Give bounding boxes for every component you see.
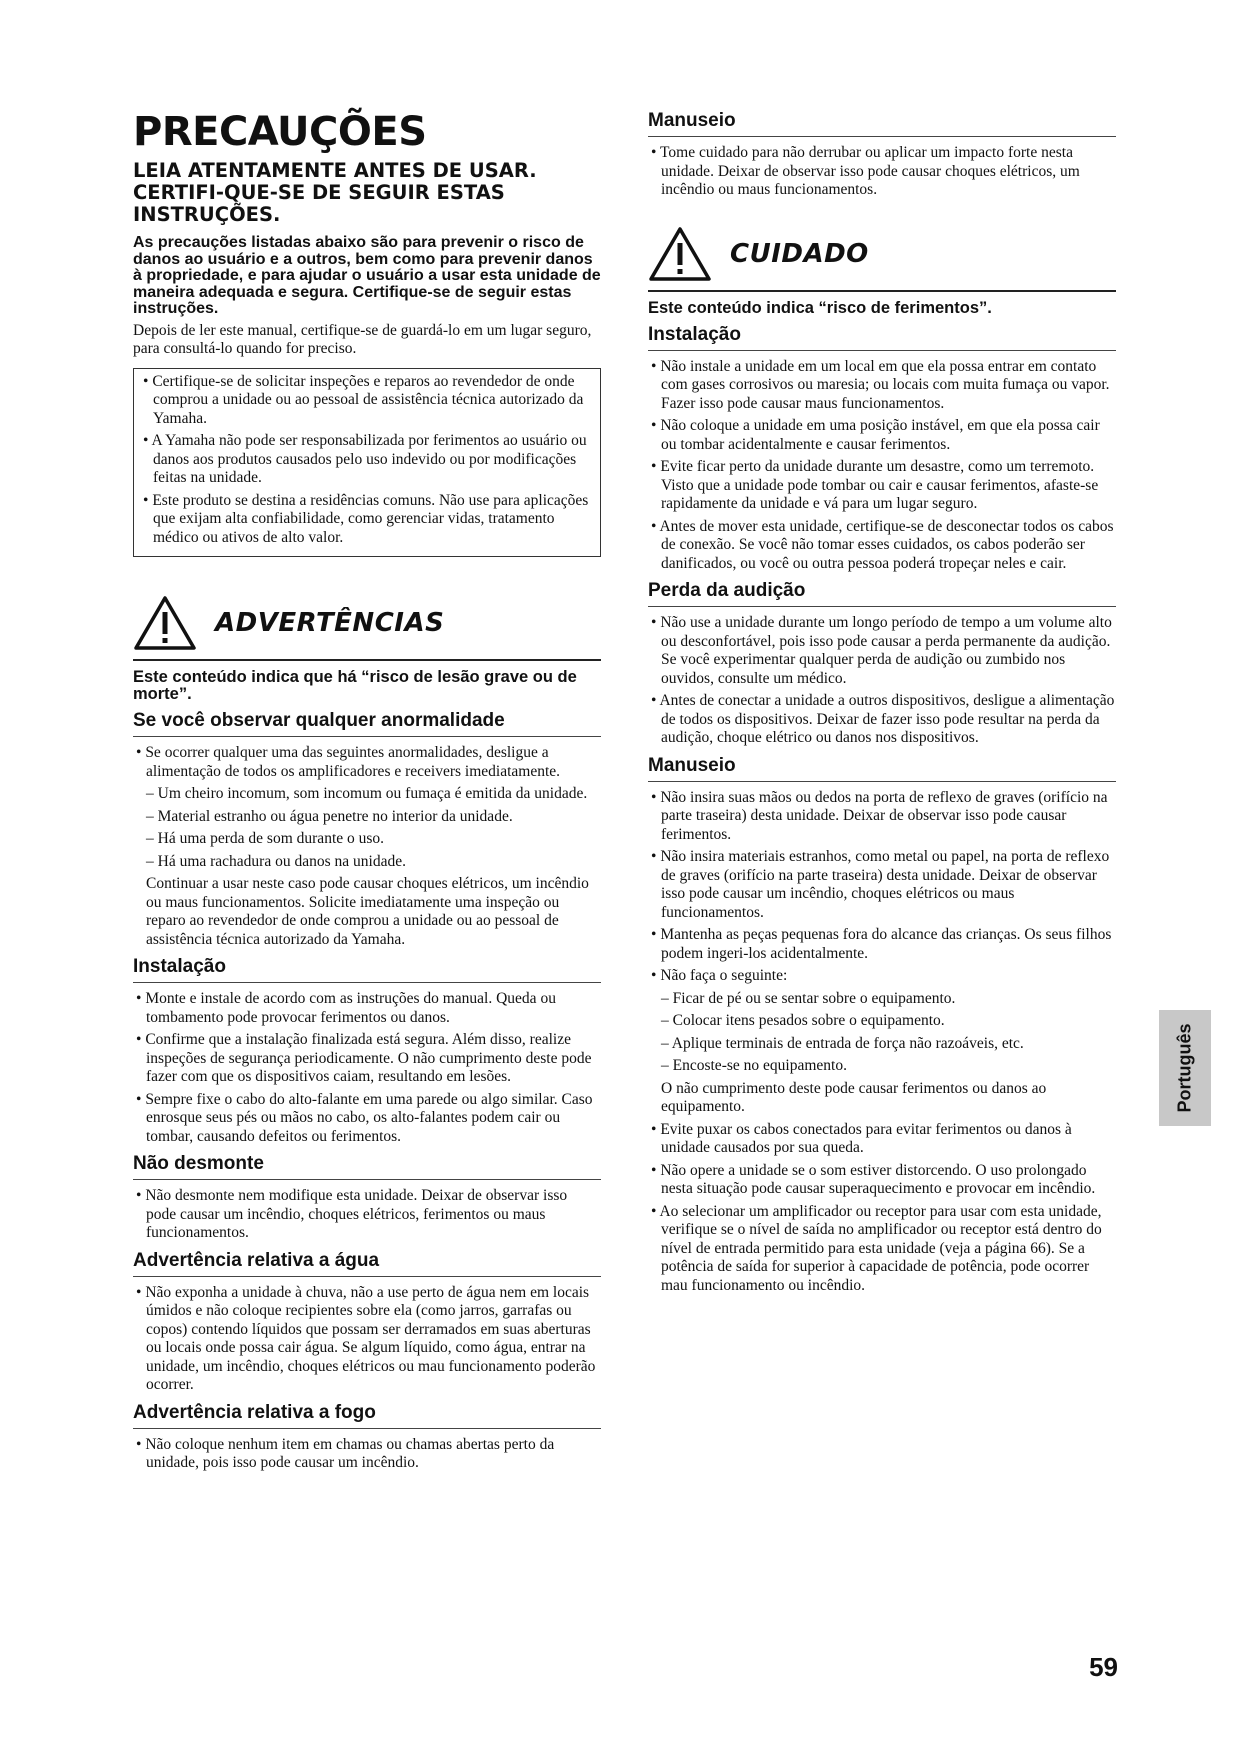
dash-item: – Há uma perda de som durante o uso. <box>146 830 385 847</box>
section-heading-handling-2: Manuseio <box>648 755 1116 782</box>
caution-header <box>648 218 1116 292</box>
language-tab-label: Português <box>1174 1023 1195 1113</box>
warning-title: ADVERTÊNCIAS <box>215 608 445 638</box>
caution-triangle-icon <box>648 226 712 282</box>
section-heading-handling-1: Manuseio <box>648 110 1116 137</box>
dash-item: – Há uma rachadura ou danos na unidade. <box>146 852 406 870</box>
dash-item: – Um cheiro incomum, som incomum ou fumaça é emitida da unidade. <box>146 785 588 802</box>
list-item: • Evite ficar perto da unidade durante um desastre, como um terremoto. Visto que a unidade pode tombar ou cair e causar ferimentos, afaste-se rapidamente da unidade e vá para um lugar seguro. <box>651 458 1099 512</box>
list-item: • Não instale a unidade em um local em que ela possa entrar em contato com gases corrosivos ou maresia; ou locais com muita fumaça ou vapor. Fazer isso pode causar maus funcionamentos. <box>651 357 1110 412</box>
list-item: • Este produto se destina a residências comuns. Não use para aplicações que exijam alta confiabilidade, como gerenciar vidas, tratamento médico ou ativos de alto valor. <box>143 491 589 546</box>
dash-item: – Ficar de pé ou se sentar sobre o equipamento. <box>661 989 956 1007</box>
subtitle: LEIA ATENTAMENTE ANTES DE USAR. CERTIFI-QUE-SE DE SEGUIR ESTAS INSTRUÇÕES. <box>133 159 537 226</box>
list-item: • Não coloque a unidade em uma posição instável, em que ela possa cair ou tombar acidentalmente e causar ferimentos. <box>651 417 1100 453</box>
list-item: • Não insira suas mãos ou dedos na porta de reflexo de graves (orifício na parte traseira) desta unidade. Deixar de observar isso pode causar ferimentos. <box>651 788 1108 843</box>
list-item: • Não insira materiais estranhos, como metal ou papel, na porta de reflexo de graves (orifício na parte traseira) desta unidade. Deixar de observar isso pode causar um incêndio, choques elétricos ou maus funcionamentos. <box>651 848 1110 921</box>
intro-text: Depois de ler este manual, certifique-se de guardá-lo em um lugar seguro, para consultá-lo quando for preciso. <box>133 321 592 357</box>
right-column <box>648 110 1116 1299</box>
list-item: • Tome cuidado para não derrubar ou aplicar um impacto forte nesta unidade. Deixar de observar isso pode causar choques elétricos, um incêndio ou maus funcionamentos. <box>651 144 1080 198</box>
section-heading-install-right: Instalação <box>648 324 1116 351</box>
list-item: • Monte e instale de acordo com as instruções do manual. Queda ou tombamento pode provocar ferimentos ou danos. <box>136 990 556 1026</box>
list-item: • Sempre fixe o cabo do alto-falante em uma parede ou algo similar. Caso enrosque seus pés ou mãos no cabo, os alto-falantes podem cair ou tombar, causando defeitos ou ferimentos. <box>136 1090 593 1145</box>
left-column <box>133 110 601 1477</box>
list-item: • Não faça o seguinte: <box>651 967 788 984</box>
page-title: PRECAUÇÕES <box>133 109 427 155</box>
section-heading-water: Advertência relativa a água <box>133 1250 601 1277</box>
warning-description: Este conteúdo indica que há “risco de lesão grave ou de morte”. <box>133 668 577 703</box>
list-item: • Se ocorrer qualquer uma das seguintes anormalidades, desligue a alimentação de todos os amplificadores e receivers imediatamente. <box>136 744 561 780</box>
list-item: • A Yamaha não pode ser responsabilizada por ferimentos ao usuário ou danos aos produtos causados pelo uso indevido ou por modificações feitas na unidade. <box>143 432 587 486</box>
caution-description: Este conteúdo indica “risco de ferimentos”. <box>648 298 992 317</box>
list-item: • Confirme que a instalação finalizada está segura. Além disso, realize inspeções de segurança periodicamente. O não cumprimento deste pode fazer com que os dispositivos caiam, resultando em lesões. <box>136 1031 592 1085</box>
section-heading-abnormal: Se você observar qualquer anormalidade <box>133 710 601 737</box>
section-heading-hearing: Perda da audição <box>648 580 1116 607</box>
list-item: • Não exponha a unidade à chuva, não a use perto de água nem em locais úmidos e não coloque recipientes sobre ela (como jarros, garrafas ou copos) contendo líquidos que possam ser derramados em suas aberturas ou locais onde possa cair água. Se algum líquido, como água, entrar na unidade, um incêndio, choques elétricos ou mau funcionamento poderão ocorrer. <box>136 1283 596 1393</box>
section-heading-fire: Advertência relativa a fogo <box>133 1402 601 1429</box>
dash-item: – Encoste-se no equipamento. <box>661 1057 847 1074</box>
list-item: • Não opere a unidade se o som estiver distorcendo. O uso prolongado nesta situação pode causar superaquecimento e provocar em incêndio. <box>651 1161 1096 1197</box>
section-heading-install: Instalação <box>133 956 601 983</box>
notice-box <box>133 368 601 558</box>
dash-item: – Material estranho ou água penetre no interior da unidade. <box>146 807 513 825</box>
warning-header <box>133 587 601 661</box>
continuation-text: Continuar a usar neste caso pode causar choques elétricos, um incêndio ou maus funcionamentos. Solicite imediatamente uma inspeção ou reparo ao revendedor de onde comprou a unidade ou ao pessoal de assistência técnica autorizado da Yamaha. <box>146 875 589 948</box>
list-item: • Evite puxar os cabos conectados para evitar ferimentos ou danos à unidade causados por sua queda. <box>651 1120 1072 1156</box>
intro-bold-text: As precauções listadas abaixo são para prevenir o risco de danos ao usuário e a outros, bem como para prevenir danos à propriedade, e para ajudar o usuário a usar esta unidade de maneira adequada e segura. Certifique-se de seguir estas instruções. <box>133 234 601 317</box>
page-number: 59 <box>1089 1652 1118 1682</box>
list-item: • Não coloque nenhum item em chamas ou chamas abertas perto da unidade, pois isso pode causar um incêndio. <box>136 1435 555 1471</box>
caution-title: CUIDADO <box>730 238 869 269</box>
list-item: • Antes de conectar a unidade a outros dispositivos, desligue a alimentação de todos os dispositivos. Deixar de fazer isso pode resultar na perda da audição, choque elétrico ou danos nos dispositivos. <box>651 692 1115 746</box>
continuation-text: O não cumprimento deste pode causar ferimentos ou danos ao equipamento. <box>661 1079 1047 1115</box>
list-item: • Mantenha as peças pequenas fora do alcance das crianças. Os seus filhos podem ingeri-los acidentalmente. <box>651 926 1112 962</box>
list-item: • Não use a unidade durante um longo período de tempo a um volume alto ou desconfortável, pois isso pode causar a perda permanente da audição. Se você experimentar qualquer perda de audição ou zumbido nos ouvidos, consulte um médico. <box>651 614 1112 687</box>
list-item: • Antes de mover esta unidade, certifique-se de desconectar todos os cabos de conexão. Se você não tomar esses cuidados, os cabos poderão ser danificados, ou você ou outra pessoa poderá tropeçar neles e cair. <box>651 517 1114 572</box>
list-item: • Certifique-se de solicitar inspeções e reparos ao revendedor de onde comprou a unidade ou ao pessoal de assistência técnica autorizado da Yamaha. <box>143 372 584 427</box>
dash-item: – Aplique terminais de entrada de força não razoáveis, etc. <box>661 1034 1024 1052</box>
warning-triangle-icon <box>133 595 197 651</box>
list-item: • Não desmonte nem modifique esta unidade. Deixar de observar isso pode causar um incêndio, choques elétricos, ferimentos ou maus funcionamentos. <box>136 1187 568 1241</box>
dash-item: – Colocar itens pesados sobre o equipamento. <box>661 1012 945 1029</box>
list-item: • Ao selecionar um amplificador ou receptor para usar com esta unidade, verifique se o nível de saída no amplificador ou receptor está dentro do nível de entrada permitido para esta unidade (veja a página 66). Se a potência de saída for superior à capacidade de potência, pode ocorrer mau funcionamento ou incêndio. <box>651 1202 1102 1294</box>
section-heading-disassemble: Não desmonte <box>133 1153 601 1180</box>
language-tab <box>1159 1010 1211 1126</box>
